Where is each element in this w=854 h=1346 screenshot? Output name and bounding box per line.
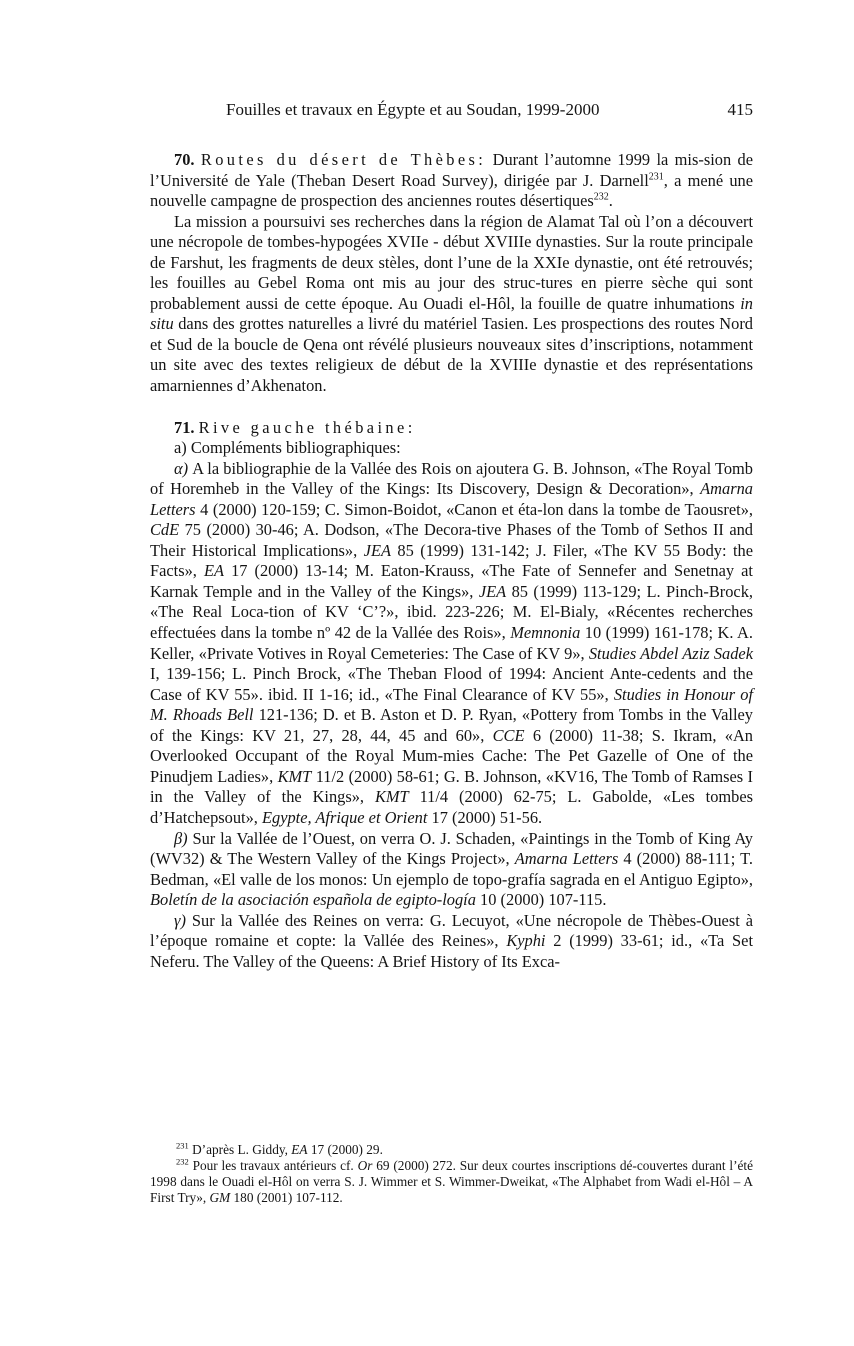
footnote-ref-231[interactable]: 231 — [648, 171, 664, 183]
footnotes — [150, 1142, 753, 1206]
body-text: 85 (1999) 131-142; J. Filer, «The KV 55 Body: the Facts», — [150, 540, 753, 581]
body-text: 85 (1999) 113-129; L. Pinch-Brock, «The Real Loca-tion of KV ‘C’?», ibid. 223-226; M. El-Bialy, «Récentes recherches effectuées dans la tombe nº 42 de la Vallée des Rois», — [150, 581, 753, 643]
footnote-text: 69 (2000) 272. Sur deux courtes inscriptions dé-couvertes durant l’été 1998 dans le Ouadi el-Hôl on verra S. J. Wimmer et S. Wimmer-Dweikat, «The Alphabet from Wadi el-Hôl – A First Try», — [150, 1158, 754, 1205]
italic-term: in situ — [150, 293, 753, 334]
section-70-text: dans des grottes naturelles a livré du matériel Tasien. Les prospections des routes Nord et Sud de la boucle de Qena ont révélé plusieurs nouveaux sites d’inscriptions, notamment un site avec des textes religieux de début de la XVIIIe dynastie et des représentations amarniennes d’Akhenaton. — [150, 314, 753, 396]
section-70-number: 70. — [174, 150, 195, 169]
footnote-text: Pour les travaux antérieurs cf. — [192, 1158, 354, 1173]
body-text: 121-136; D. et B. Aston et D. P. Ryan, «Pottery from Tombs in the Valley of the Kings: KV 21, 27, 28, 44, 45 and 60», — [150, 705, 753, 745]
body-text: I, 139-156; L. Pinch Brock, «The Theban Flood of 1994: Ancient Ante-cedents and the Case of KV 55». ibid. II 1-16; id., «The Final Clearance of KV 55», — [150, 664, 753, 704]
body-text: 4 (2000) 120-159; C. Simon-Boidot, «Canon et éta-lon dans la tombe de Taousret», — [200, 499, 753, 519]
section-71-heading-line — [150, 418, 753, 439]
paragraph-gamma — [150, 911, 753, 973]
body-text: 75 (2000) 30-46; A. Dodson, «The Decora-tive Phases of the Tomb of Sethos II and Their Historical Implications», — [150, 520, 753, 560]
journal-title: EA — [291, 1142, 308, 1157]
journal-title: KMT — [374, 787, 409, 807]
footnote-text: 180 (2001) 107-112. — [233, 1190, 343, 1205]
section-71-heading: Rive gauche thébaine: — [198, 417, 416, 437]
footnote-232 — [150, 1158, 753, 1206]
body-text: 11/2 (2000) 58-61; G. B. Johnson, «KV16, The Tomb of Ramses I in the Valley of the Kings», — [150, 766, 754, 807]
body-text: 10 (2000) 107-115. — [480, 890, 607, 910]
footnote-ref-232[interactable]: 232 — [593, 191, 609, 203]
journal-title: CCE — [492, 725, 525, 745]
journal-title: JEA — [363, 540, 391, 560]
section-70-heading: Routes du désert de Thèbes: — [200, 150, 487, 169]
body-text: 10 (1999) 161-178; K. A. Keller, «Private Votives in Royal Cemeteries: The Case of KV 9», — [150, 623, 753, 663]
journal-title: Studies in Honour of M. Rhoads Bell — [150, 684, 754, 725]
journal-title: KMT — [277, 766, 312, 786]
running-title: Fouilles et travaux en Égypte et au Soudan, 1999-2000 — [226, 100, 600, 119]
body-text: 6 (2000) 11-38; S. Ikram, «An Overlooked Occupant of the Royal Mum-mies Cache: The Pet Gazelle of One of the Pinudjem Ladies», — [150, 725, 753, 786]
list-marker: γ) — [174, 910, 186, 930]
section-70-text: La mission a poursuivi ses recherches dans la région de Alamat Tal où l’on a découvert une nécropole de tombes-hypogées XVIIe - début XVIIIe dynasties. Sur la route principale de Farshut, les fragments de deux stèles, dont l’une de la XXIe dynastie, ont été retrouvés; les fouilles au Gebel Roma ont mis au jour des struc-tures en pierre sèche qui sont probablement aussi de cette époque. Au Ouadi el-Hôl, la fouille de quatre inhumations — [150, 211, 753, 313]
section-70-text: , a mené une nouvelle campagne de prospection des anciennes routes désertiques — [150, 170, 753, 211]
journal-title: CdE — [150, 520, 180, 540]
list-marker: α) — [174, 458, 189, 478]
section-71-number: 71. — [174, 417, 195, 437]
journal-title: Or — [357, 1158, 373, 1173]
footnote-text: 17 (2000) 29. — [310, 1142, 383, 1157]
journal-title: Studies Abdel Aziz Sadek — [588, 643, 753, 663]
footnote-231 — [150, 1142, 753, 1158]
body-text: A la bibliographie de la Vallée des Rois on ajoutera G. B. Johnson, «The Royal Tomb of Horemheb in the Valley of the Kings: Its Discovery, Design & Decoration», — [150, 458, 753, 499]
journal-title: Amarna Letters — [150, 479, 753, 519]
paragraph-alpha — [150, 459, 753, 829]
body-text: 4 (2000) 88-111; T. Bedman, «El valle de los monos: Un ejemplo de topo-grafía sagrada en el Antiguo Egipto», — [150, 849, 753, 889]
list-marker: β) — [174, 828, 188, 848]
footnote-text: D’après L. Giddy, — [192, 1142, 288, 1157]
journal-title: EA — [203, 561, 224, 581]
body-text: 17 (2000) 13-14; M. Eaton-Krauss, «The Fate of Sennefer and Senetnay at Karnak Temple and in the Valley of the Kings», — [150, 561, 753, 601]
journal-title: Boletín de la asociación española de egipto-logía — [150, 890, 476, 910]
section-70-text: Durant l’automne 1999 la mis-sion de l’Université de Yale (Theban Desert Road Survey), dirigée par J. Darnell — [150, 150, 753, 190]
body-text: Sur la Vallée de l’Ouest, on verra O. J. Schaden, «Paintings in the Tomb of King Ay (WV32) & The Western Valley of the Kings Project», — [150, 828, 753, 869]
main-text — [150, 150, 753, 972]
journal-title: JEA — [478, 581, 507, 601]
footnote-number: 232 — [176, 1156, 189, 1167]
journal-title: Kyphi — [506, 931, 546, 951]
footnote-number: 231 — [176, 1140, 189, 1151]
body-text: 11/4 (2000) 62-75; L. Gabolde, «Les tombes d’Hatchepsout», — [150, 787, 753, 827]
journal-title: Amarna Letters — [514, 849, 619, 869]
paragraph-beta — [150, 829, 753, 911]
journal-title: Egypte, Afrique et Orient — [262, 807, 428, 827]
section-70-text: . — [608, 191, 613, 211]
body-text: 2 (1999) 33-61; id., «Ta Set Neferu. The Valley of the Queens: A Brief History of Its Exca- — [150, 931, 753, 971]
body-text: 17 (2000) 51-56. — [431, 807, 543, 827]
section-70-paragraph-1 — [150, 150, 753, 212]
section-70-paragraph-2 — [150, 212, 753, 397]
subsection-a-heading: a) Compléments bibliographiques: — [174, 438, 401, 458]
page-number: 415 — [727, 100, 753, 119]
journal-title: GM — [209, 1190, 231, 1205]
body-text: Sur la Vallée des Reines on verra: G. Lecuyot, «Une nécropole de Thèbes-Ouest à l’époque romaine et copte: la Vallée des Reines», — [150, 910, 753, 951]
journal-title: Memnonia — [510, 623, 581, 643]
